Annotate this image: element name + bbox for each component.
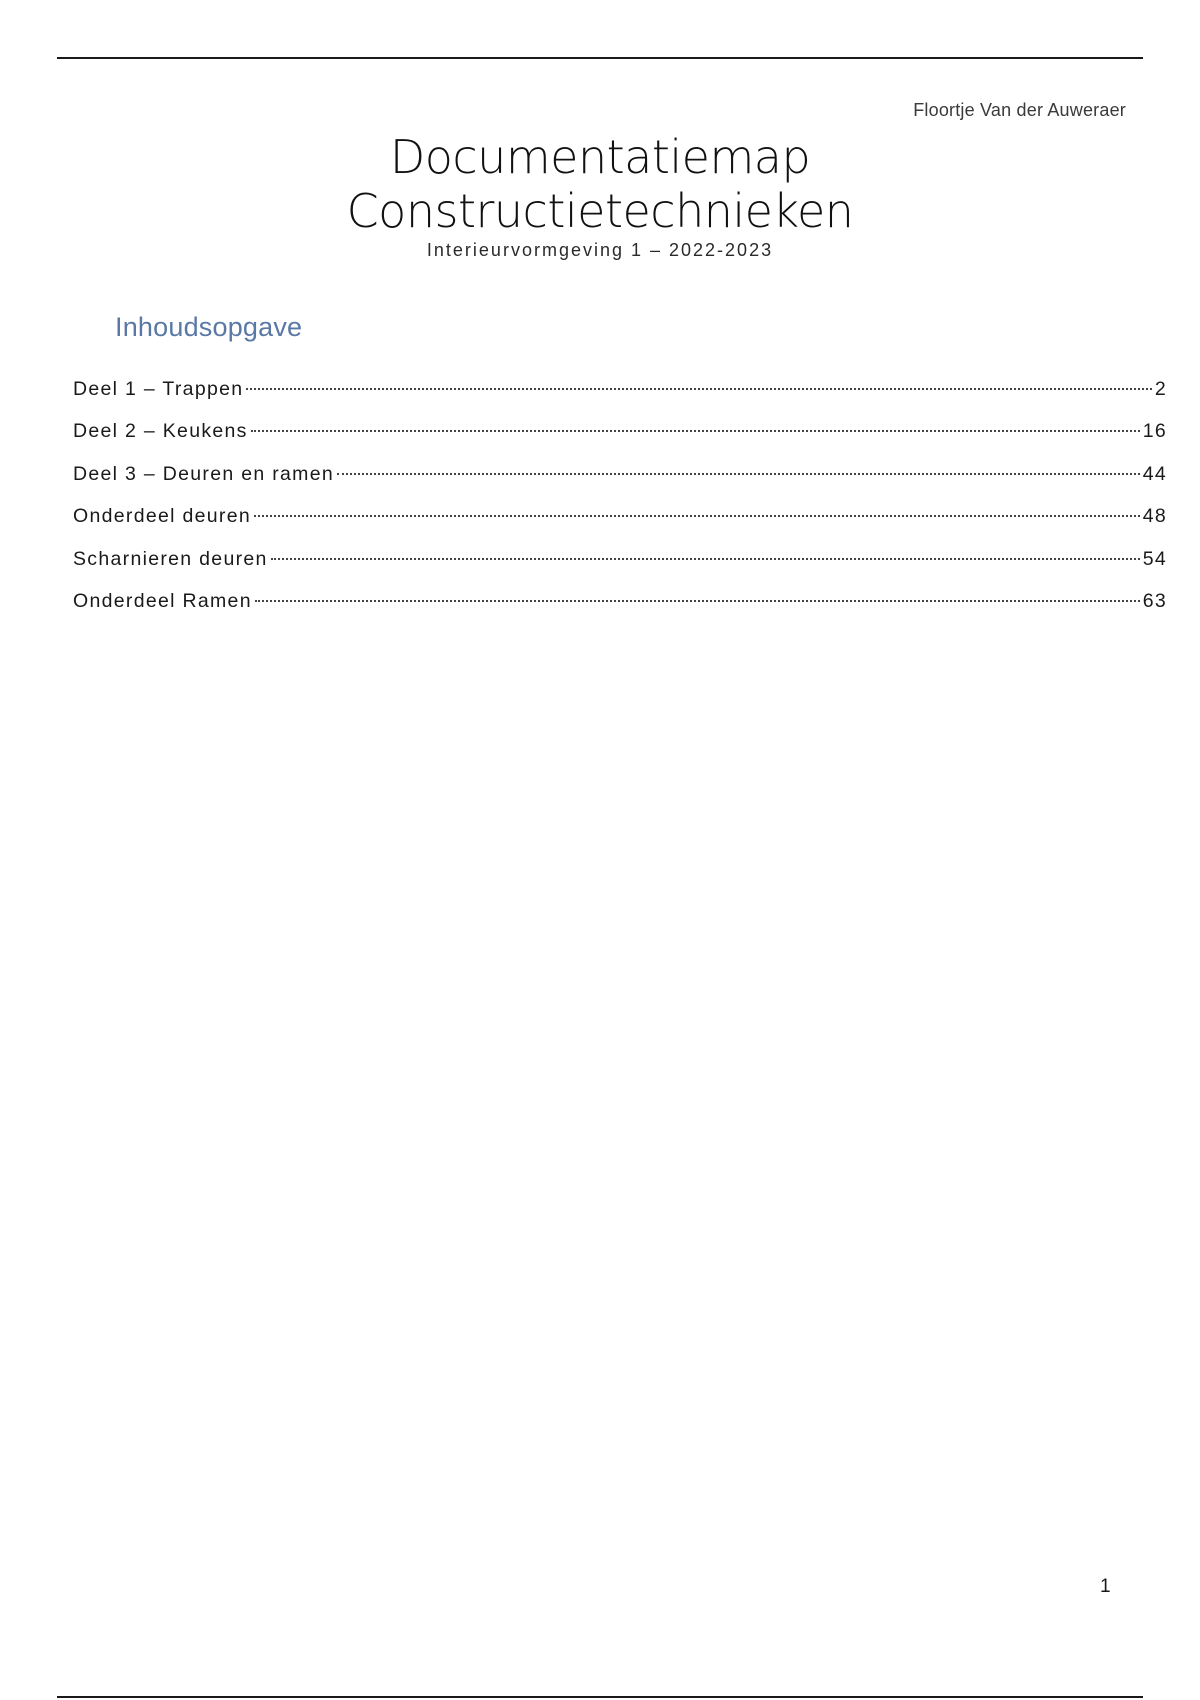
toc-entry-page: 48 (1142, 505, 1167, 528)
document-title-line-1: Documentatiemap (389, 130, 811, 184)
toc-heading: Inhoudsopgave (115, 312, 303, 342)
toc-dot-leader (251, 430, 1140, 432)
toc-entry[interactable] (73, 590, 1167, 632)
toc-entry-page: 44 (1142, 462, 1167, 485)
toc-entry[interactable] (73, 505, 1167, 547)
toc-dot-leader (246, 388, 1151, 390)
toc-entry-title: Deel 2 – Keukens (73, 420, 248, 443)
document-title-line-2: Constructietechnieken (346, 184, 854, 238)
toc-entry[interactable] (73, 420, 1167, 462)
toc-entry-title: Scharnieren deuren (73, 547, 268, 570)
toc-entry[interactable] (73, 548, 1167, 590)
page-number: 1 (1100, 1576, 1111, 1597)
toc-entry[interactable] (73, 378, 1167, 420)
toc-entry-title: Onderdeel Ramen (73, 589, 252, 612)
toc-entry-page: 16 (1142, 420, 1167, 443)
toc-entry-title: Deel 3 – Deuren en ramen (73, 462, 335, 485)
toc-entry-title: Onderdeel deuren (73, 505, 251, 528)
header-author: Floortje Van der Auweraer (913, 100, 1126, 120)
bottom-border-line (57, 1696, 1143, 1698)
table-of-contents (73, 378, 1167, 632)
toc-entry-page: 2 (1154, 378, 1167, 400)
toc-entry[interactable] (73, 463, 1167, 505)
title-block (0, 130, 1200, 261)
toc-dot-leader (337, 473, 1140, 475)
document-subtitle: Interieurvormgeving 1 – 2022-2023 (426, 240, 774, 260)
toc-entry-page: 54 (1142, 547, 1167, 570)
top-border-line (57, 57, 1143, 59)
toc-dot-leader (255, 600, 1140, 602)
toc-dot-leader (271, 558, 1140, 560)
toc-dot-leader (254, 515, 1140, 517)
toc-entry-page: 63 (1142, 589, 1167, 612)
toc-entry-title: Deel 1 – Trappen (73, 378, 244, 400)
